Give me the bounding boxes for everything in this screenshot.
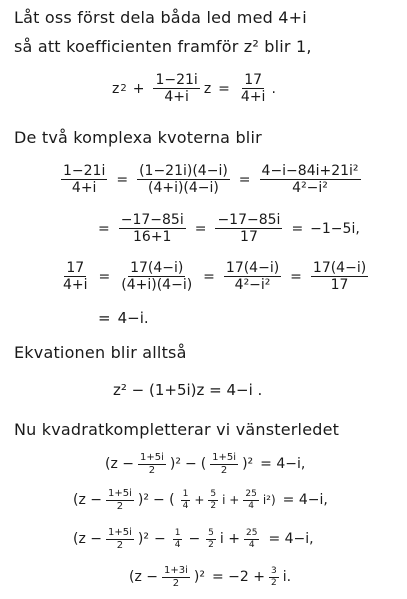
- eq2-frac-c-den: 4²−i²: [292, 180, 328, 197]
- eq4-frac-a-den: 4+i: [63, 277, 88, 294]
- eq2-frac-b-den: (4+i)(4−i): [147, 180, 219, 197]
- eq8-open: (z −: [73, 492, 102, 508]
- eq9-m1: −: [153, 531, 166, 547]
- equation-4: [58, 260, 371, 293]
- eq2-frac-a-den: 4+i: [71, 180, 97, 197]
- eq8-close: )²: [137, 492, 149, 508]
- eq2-frac-c: [260, 163, 361, 196]
- eq10-tail: i.: [282, 569, 292, 585]
- eq8-frac-f-num: 1+5i: [108, 488, 132, 499]
- eq9-frac-b: [206, 528, 216, 550]
- eq2-frac-b-num: (1−21i)(4−i): [139, 163, 228, 179]
- eq9-frac-c-den: 4: [248, 539, 255, 550]
- eq4-eq1: =: [98, 268, 111, 285]
- equation-5: [92, 309, 150, 327]
- eq4-frac-d: [311, 260, 368, 293]
- eq9-frac-a: [173, 528, 183, 550]
- eq4-frac-c: [224, 260, 281, 293]
- eq9-frac-f-den: 2: [116, 539, 124, 551]
- eq8-p2: i +: [222, 493, 240, 507]
- eq4-frac-a: [61, 260, 90, 293]
- eq3-frac-a-num: −17−85i: [120, 212, 184, 228]
- eq7-open: (z −: [105, 456, 134, 472]
- eq10-frac-f-den: 2: [172, 577, 180, 589]
- eq8-frac-b-num: 5: [210, 489, 217, 500]
- eq9-open: (z −: [73, 531, 102, 547]
- equation-8: [72, 488, 329, 512]
- eq1-frac-b: [239, 72, 268, 105]
- eq3-eq3: =: [291, 220, 304, 237]
- eq2-frac-a: [61, 163, 107, 196]
- eq1-frac-a-den: 4+i: [164, 89, 189, 106]
- eq3-frac-a-den: 16+1: [133, 229, 172, 246]
- eq4-frac-d-den: 17: [330, 277, 349, 294]
- eq8-mid: − (: [152, 492, 175, 508]
- eq7-frac-f-num: 1+5i: [140, 452, 164, 463]
- eq4-eq2: =: [203, 268, 215, 285]
- eq3-eq2: =: [194, 220, 207, 237]
- eq4-frac-c-den: 4²−i²: [234, 277, 271, 294]
- eq4-frac-c-num: 17(4−i): [225, 260, 280, 276]
- eq1-z2: z: [112, 80, 120, 97]
- eq7-frac-f: [138, 452, 166, 476]
- eq1-exp: 2: [120, 83, 127, 95]
- equation-10: [128, 565, 292, 589]
- eq2-frac-a-num: 1−21i: [63, 163, 106, 179]
- eq3-frac-b-den: 17: [240, 229, 258, 246]
- eq10-open: (z −: [129, 569, 158, 585]
- heading-equation: Ekvationen blir alltså: [14, 343, 187, 362]
- eq7-open2: (: [200, 456, 207, 472]
- eq4-frac-b-num: 17(4−i): [130, 260, 184, 276]
- eq3-frac-b-num: −17−85i: [217, 212, 281, 228]
- eq8-frac-a-num: 1: [182, 489, 189, 500]
- eq9-frac-a-den: 4: [174, 539, 181, 550]
- heading-quotients: De två komplexa kvoterna blir: [14, 128, 262, 147]
- eq9-frac-b-num: 5: [208, 528, 214, 539]
- heading-completing-square: Nu kvadratkompletterar vi vänsterledet: [14, 420, 340, 439]
- eq10-frac-g: [269, 566, 279, 588]
- eq10-frac-g-den: 2: [270, 577, 277, 588]
- eq7-close: )²: [169, 456, 181, 472]
- eq5-eq: =: [98, 309, 111, 327]
- eq1-frac-a: [153, 72, 199, 105]
- eq4-eq3: =: [290, 268, 302, 285]
- eq7-frac-g: [210, 452, 238, 476]
- eq1-eq: =: [218, 80, 230, 97]
- eq2-eq2: =: [238, 171, 251, 188]
- eq8-rhs: = 4−i,: [282, 492, 328, 508]
- equation-9: [72, 527, 315, 551]
- equation-6: z² − (1+5i)z = 4−i .: [113, 381, 263, 399]
- eq8-frac-b: [208, 489, 218, 511]
- eq10-frac-f-num: 1+3i: [164, 565, 188, 576]
- eq4-frac-a-num: 17: [66, 260, 85, 276]
- eq1-frac-a-num: 1−21i: [155, 72, 198, 88]
- eq7-rhs: = 4−i,: [260, 456, 306, 472]
- eq8-frac-a: [181, 489, 191, 511]
- text-line-2: så att koefficienten framför z² blir 1,: [14, 37, 312, 56]
- eq3-frac-a: [119, 212, 186, 245]
- eq2-frac-b: [137, 163, 230, 196]
- text-line-1: Låt oss först dela båda led med 4+i: [14, 8, 307, 27]
- eq4-frac-b: [119, 260, 194, 293]
- eq1-plus: +: [132, 80, 145, 97]
- equation-7: [104, 452, 306, 476]
- eq9-frac-c-num: 25: [245, 528, 258, 539]
- eq5-result: 4−i.: [117, 309, 149, 327]
- eq4-frac-b-den: (4+i)(4−i): [121, 277, 193, 294]
- eq4-frac-d-num: 17(4−i): [312, 260, 367, 276]
- eq7-close2: )²: [242, 456, 254, 472]
- eq9-frac-f: [106, 527, 134, 551]
- equation-1: [112, 72, 277, 105]
- eq8-tail: i²): [262, 493, 276, 507]
- eq9-m2: −: [188, 531, 201, 547]
- eq3-result: −1−5i,: [310, 220, 360, 237]
- eq9-frac-a-num: 1: [174, 528, 181, 539]
- equation-3: [92, 212, 361, 245]
- eq8-frac-f-den: 2: [116, 500, 124, 512]
- eq9-close: )²: [137, 531, 149, 547]
- eq9-rhs: = 4−i,: [268, 531, 314, 547]
- eq8-frac-c: [243, 489, 258, 511]
- eq7-minus: −: [184, 456, 197, 472]
- eq1-frac-b-den: 4+i: [240, 89, 266, 106]
- eq8-frac-c-num: 25: [245, 489, 257, 500]
- eq8-frac-b-den: 2: [210, 500, 217, 511]
- eq2-frac-c-num: 4−i−84i+21i²: [261, 163, 359, 179]
- eq10-rhs: = −2 +: [211, 569, 265, 585]
- equation-2: [58, 163, 364, 196]
- eq9-p: i +: [219, 531, 240, 547]
- eq9-frac-f-num: 1+5i: [108, 527, 132, 538]
- eq10-frac-g-num: 3: [270, 566, 277, 577]
- eq3-frac-b: [215, 212, 282, 245]
- eq3-eq1: =: [98, 220, 110, 237]
- eq8-frac-a-den: 4: [182, 500, 189, 511]
- eq9-frac-b-den: 2: [208, 539, 214, 550]
- eq8-p1: +: [194, 493, 205, 507]
- eq1-dot: .: [271, 80, 276, 97]
- eq2-eq1: =: [116, 171, 129, 188]
- eq1-frac-b-num: 17: [244, 72, 263, 88]
- eq8-frac-f: [106, 488, 134, 512]
- eq8-frac-c-den: 4: [248, 500, 254, 511]
- eq7-frac-g-den: 2: [220, 464, 228, 476]
- eq9-frac-c: [244, 528, 259, 550]
- eq7-frac-f-den: 2: [148, 464, 156, 476]
- eq10-frac-f: [162, 565, 190, 589]
- eq10-close: )²: [193, 569, 205, 585]
- eq7-frac-g-num: 1+5i: [212, 452, 237, 463]
- eq1-z: z: [203, 80, 212, 97]
